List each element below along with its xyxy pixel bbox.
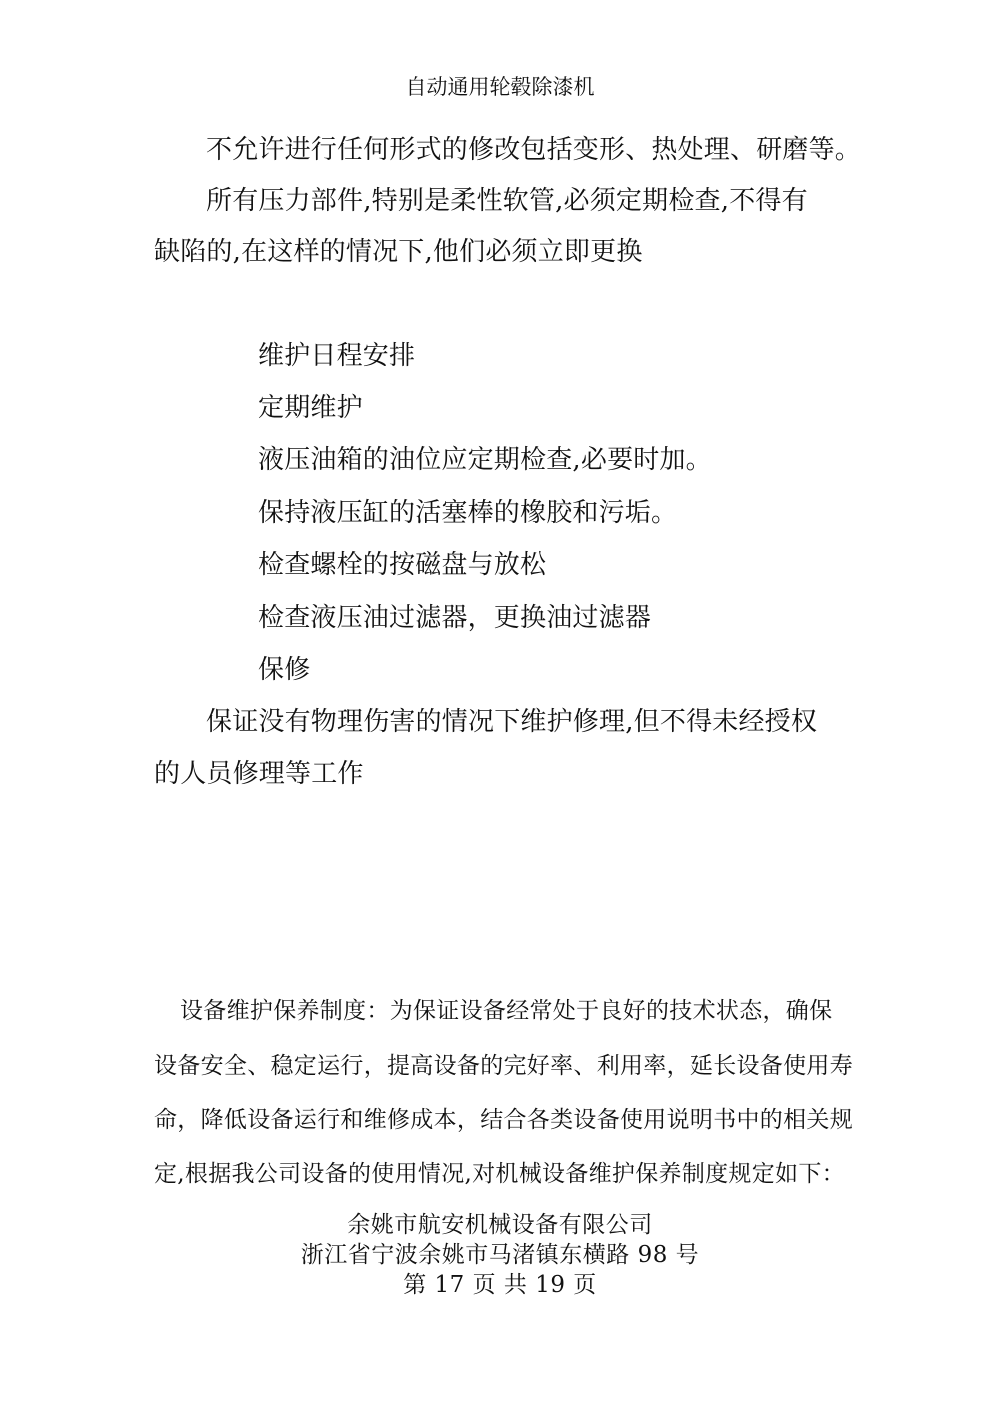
list-item-oil-level: 液压油箱的油位应定期检查,必要时加。 bbox=[258, 445, 712, 475]
footer-page-info: 第 17 页 共 19 页 bbox=[403, 1272, 597, 1298]
paragraph-3-line-1: 保证没有物理伤害的情况下维护修理,但不得未经授权 bbox=[206, 707, 818, 737]
list-item-piston-rod: 保持液压缸的活塞棒的橡胶和污垢。 bbox=[258, 498, 678, 528]
footer-address: 浙江省宁波余姚市马渚镇东横路 98 号 bbox=[300, 1242, 700, 1268]
footer-company: 余姚市航安机械设备有限公司 bbox=[347, 1212, 653, 1238]
page-header-title: 自动通用轮毂除漆机 bbox=[405, 75, 595, 99]
list-item-regular-maintenance: 定期维护 bbox=[258, 393, 363, 423]
policy-line-1: 设备维护保养制度：为保证设备经常处于良好的技术状态，确保 bbox=[180, 998, 833, 1024]
policy-line-2: 设备安全、稳定运行，提高设备的完好率、利用率，延长设备使用寿 bbox=[154, 1053, 853, 1079]
paragraph-3-line-2: 的人员修理等工作 bbox=[154, 759, 364, 789]
paragraph-1: 不允许进行任何形式的修改包括变形、热处理、研磨等。 bbox=[206, 135, 862, 165]
paragraph-2-line-2: 缺陷的,在这样的情况下,他们必须立即更换 bbox=[154, 237, 643, 267]
paragraph-2-line-1: 所有压力部件,特别是柔性软管,必须定期检查,不得有 bbox=[206, 186, 808, 216]
list-item-schedule: 维护日程安排 bbox=[258, 341, 416, 371]
list-item-warranty: 保修 bbox=[258, 655, 311, 685]
list-item-oil-filter: 检查液压油过滤器，更换油过滤器 bbox=[258, 603, 652, 633]
policy-line-4: 定,根据我公司设备的使用情况,对机械设备维护保养制度规定如下： bbox=[154, 1161, 845, 1187]
policy-line-3: 命，降低设备运行和维修成本，结合各类设备使用说明书中的相关规 bbox=[154, 1107, 853, 1133]
list-item-bolts: 检查螺栓的按磁盘与放松 bbox=[258, 550, 547, 580]
